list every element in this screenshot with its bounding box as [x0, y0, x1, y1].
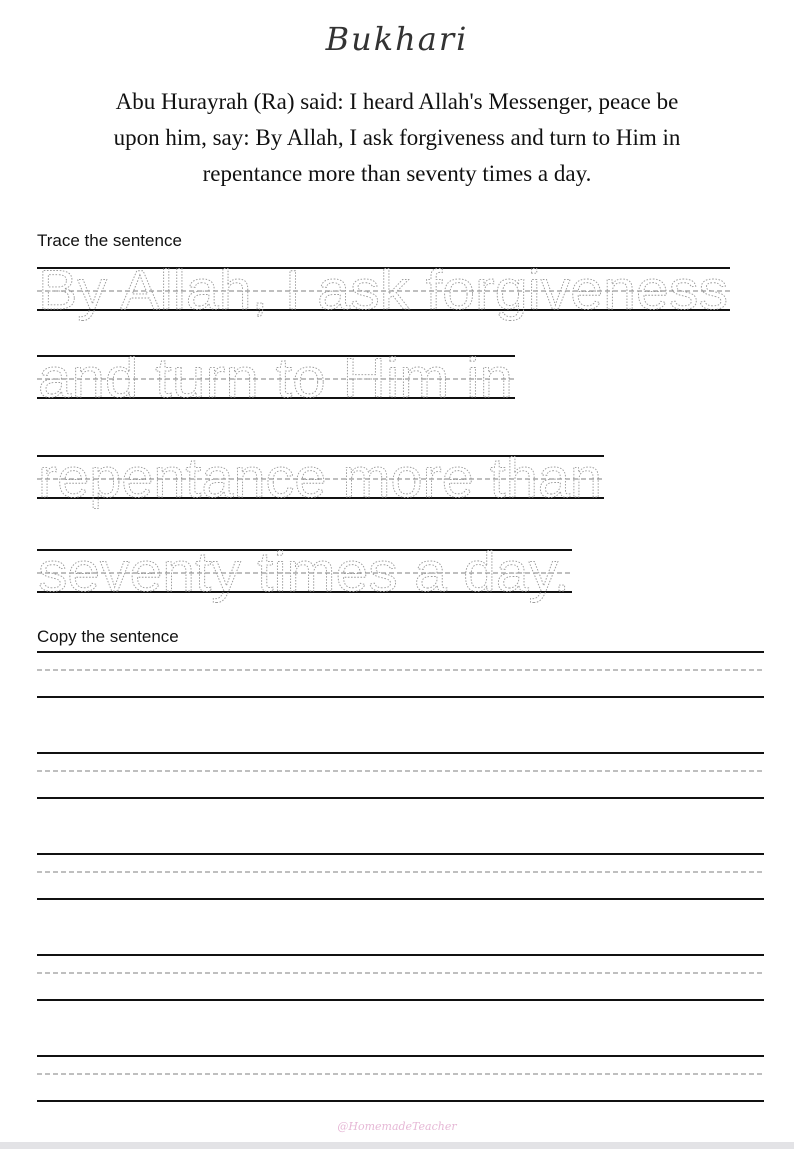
page-bottom-edge — [0, 1142, 794, 1149]
trace-text: and turn to Him in — [38, 346, 513, 409]
trace-text: By Allah, I ask forgiveness — [38, 258, 729, 321]
worksheet-title: Bukhari — [325, 20, 469, 58]
trace-text: seventy times a day. — [38, 540, 570, 603]
trace-text: repentance more than — [38, 446, 602, 509]
copy-section-label: Copy the sentence — [37, 627, 179, 646]
trace-section-label: Trace the sentence — [37, 231, 182, 250]
credit-watermark: @HomemadeTeacher — [337, 1120, 457, 1133]
hadith-quote: Abu Hurayrah (Ra) said: I heard Allah's Messenger, peace be upon him, say: By Allah, I ask forgiveness and turn to Him in repentance more than seventy times a day. — [113, 89, 681, 186]
